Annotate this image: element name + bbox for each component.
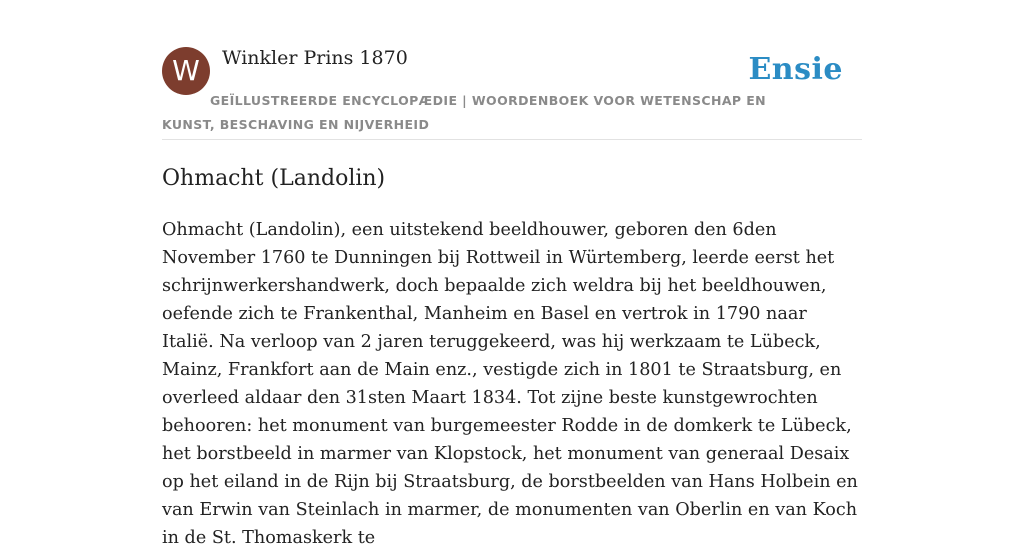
- source-avatar[interactable]: W: [162, 47, 210, 95]
- article-body: Ohmacht (Landolin), een uitstekend beeldhouwer, geboren den 6den November 1760 te Dunningen bij Rottweil in Würtemberg, leerde eerst het schrijnwerkershandwerk, doch bepaalde zich weldra bij het beeldhouwen, oefende zich te Frankenthal, Manheim en Basel en vertrok in 1790 naar Italië. Na verloop van 2 jaren teruggekeerd, was hij werkzaam te Lübeck, Mainz, Frankfort aan de Main enz., vestigde zich in 1801 te Straatsburg, en overleed aldaar den 31sten Maart 1834. Tot zijne beste kunstgewrochten behooren: het monument van burgemeester Rodde in de domkerk te Lübeck, het borstbeeld in marmer van Klopstock, het monument van generaal Desaix op het eiland in de Rijn bij Straatsburg, de borstbeelden van Hans Holbein en van Erwin van Steinlach in marmer, de monumenten van Oberlin en van Koch in de St. Thomaskerk te: [162, 220, 858, 548]
- article-title: Ohmacht (Landolin): [162, 166, 386, 191]
- source-subtitle: GEÏLLUSTREERDE ENCYCLOPÆDIE | WOORDENBOEK VOOR WETENSCHAP EN KUNST, BESCHAVING EN NIJVERHEID: [162, 93, 767, 132]
- source-header: [162, 46, 862, 140]
- ensie-logo[interactable]: Ensie: [748, 52, 843, 87]
- source-name-link[interactable]: Winkler Prins 1870: [222, 47, 408, 69]
